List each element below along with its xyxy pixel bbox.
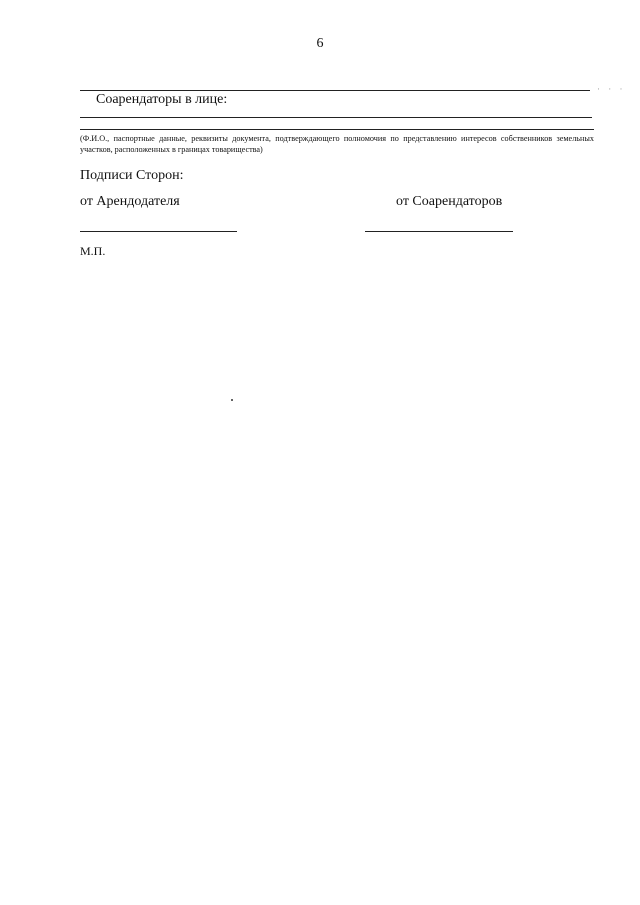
blank-line-footnote <box>80 129 594 130</box>
lessor-signature-line <box>80 231 237 232</box>
lessees-label: Соарендаторы в лице: <box>96 92 228 107</box>
colessees-signature-label: от Соарендаторов <box>396 194 503 209</box>
signatures-title: Подписи Сторон: <box>80 168 184 183</box>
lessor-signature-label: от Арендодателя <box>80 194 180 209</box>
footnote-caption: (Ф.И.О., паспортные данные, реквизиты документа, подтверждающего полномочия по представлению интересов собственников земельных участков, расположенных в границах товарищества) <box>80 134 594 154</box>
blank-line-lessees <box>80 117 592 118</box>
seal-placeholder: М.П. <box>80 244 106 258</box>
colessees-signature-line <box>365 231 513 232</box>
scan-artifact: · · · <box>597 84 626 94</box>
scan-speck <box>231 399 233 401</box>
blank-line-top <box>80 90 590 91</box>
page-number: 6 <box>316 36 324 51</box>
